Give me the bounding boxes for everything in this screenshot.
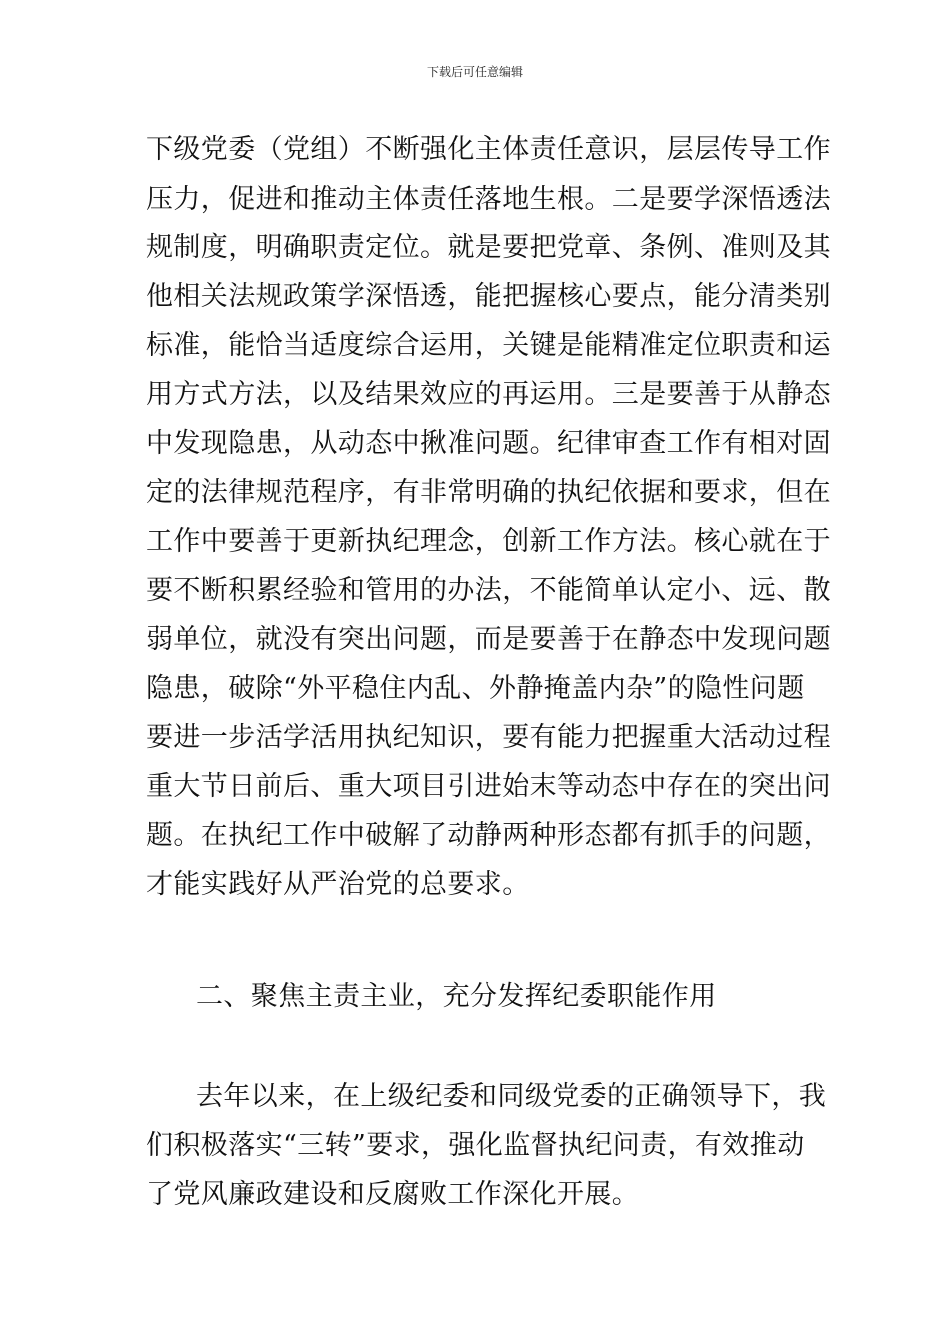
paragraph-line: 们积极落实“三转”要求，强化监督执纪问责，有效推动 [146,1130,805,1161]
page-header: 下载后可任意编辑 [426,65,523,79]
paragraph-line: 中发现隐患，从动态中揪准问题。纪律审查工作有相对固 [146,428,831,459]
section-heading: 二、聚焦主责主业，充分发挥纪委职能作用 [196,981,717,1012]
paragraph-line: 标准，能恰当适度综合运用，关键是能精准定位职责和运 [146,330,831,361]
paragraph-line: 要进一步活学活用执纪知识，要有能力把握重大活动过程 [146,722,831,753]
paragraph-line: 规制度，明确职责定位。就是要把党章、条例、准则及其 [146,232,831,263]
paragraph-line: 了党风廉政建设和反腐败工作深化开展。 [146,1179,640,1210]
paragraph-line: 才能实践好从严治党的总要求。 [146,869,530,900]
paragraph-line: 下级党委（党组）不断强化主体责任意识，层层传导工作 [146,134,831,165]
paragraph-line: 他相关法规政策学深悟透，能把握核心要点，能分清类别 [146,281,831,312]
paragraph-line: 定的法律规范程序，有非常明确的执纪依据和要求，但在 [146,477,831,508]
paragraph-line: 去年以来，在上级纪委和同级党委的正确领导下，我 [196,1081,827,1112]
paragraph-line: 题。在执纪工作中破解了动静两种形态都有抓手的问题， [146,820,831,851]
paragraph-line: 压力，促进和推动主体责任落地生根。二是要学深悟透法 [146,184,831,215]
paragraph-line: 要不断积累经验和管用的办法，不能简单认定小、远、散 [146,575,831,606]
paragraph-line: 隐患，破除“外平稳住内乱、外静掩盖内杂”的隐性问题 [146,673,805,704]
paragraph-line: 工作中要善于更新执纪理念，创新工作方法。核心就在于 [146,526,831,557]
paragraph-line: 用方式方法，以及结果效应的再运用。三是要善于从静态 [146,379,831,410]
paragraph-line: 重大节日前后、重大项目引进始末等动态中存在的突出问 [146,771,831,802]
paragraph-line: 弱单位，就没有突出问题，而是要善于在静态中发现问题 [146,624,831,655]
